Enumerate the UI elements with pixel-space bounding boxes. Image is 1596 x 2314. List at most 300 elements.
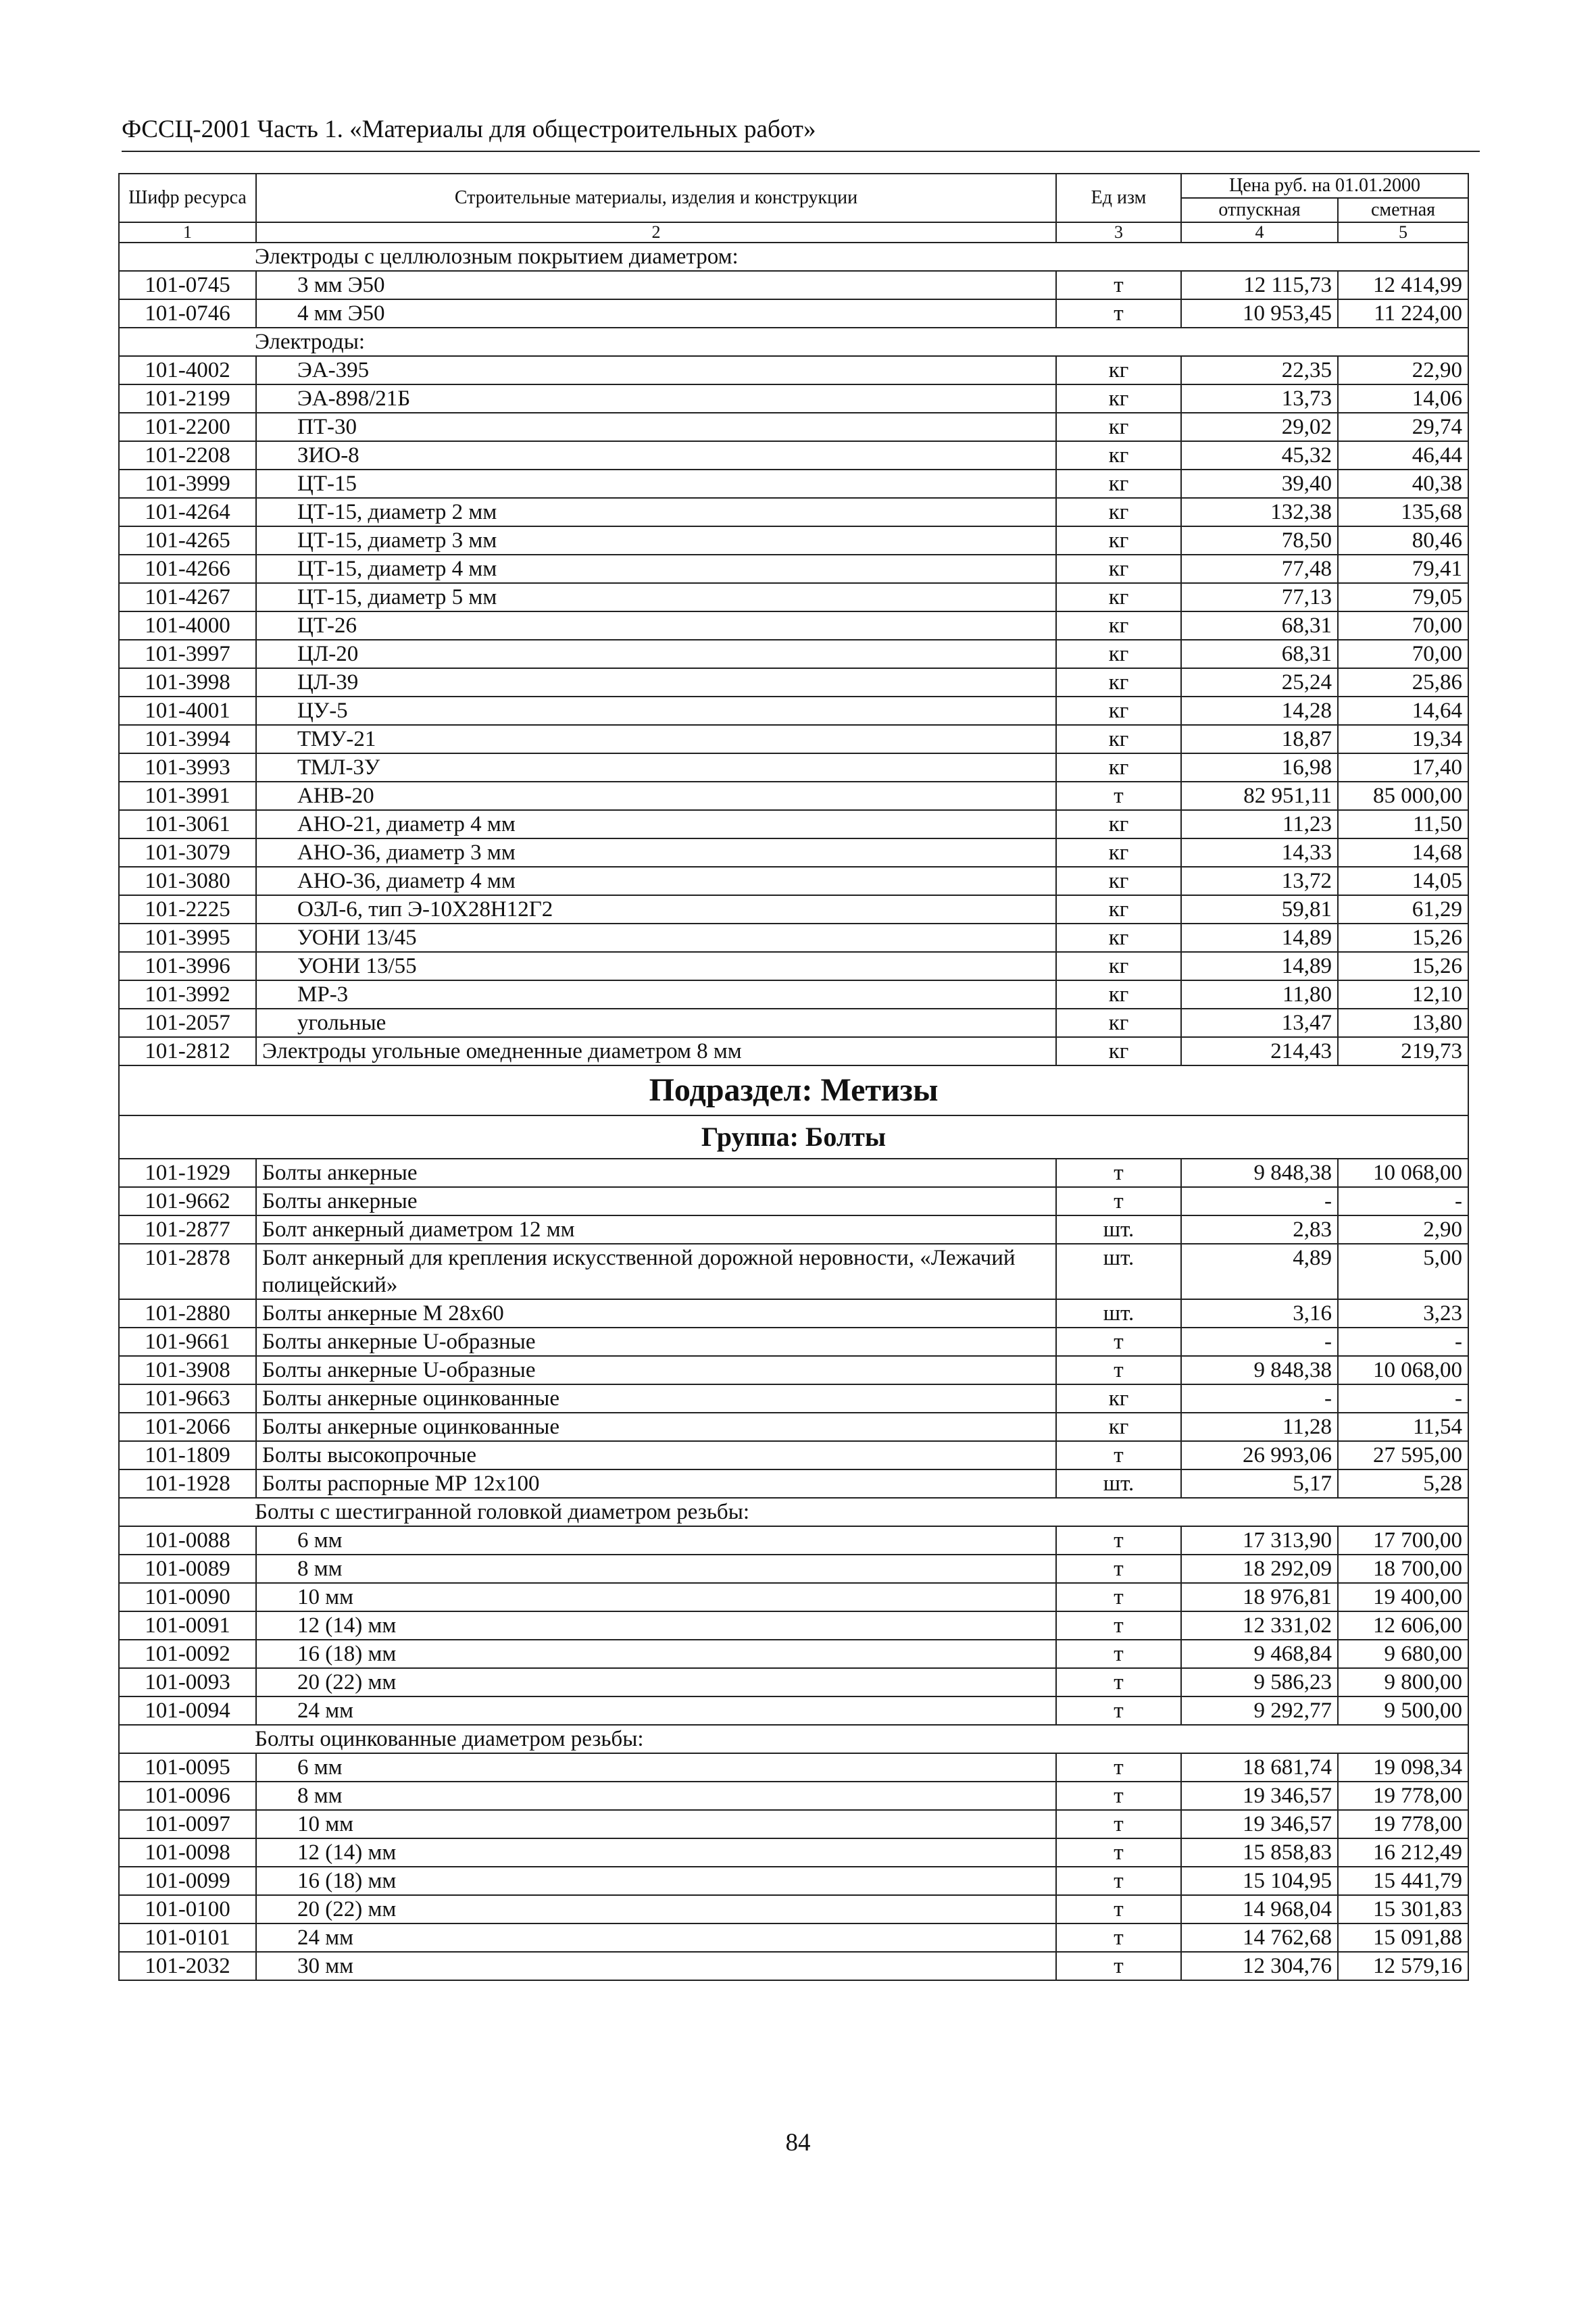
estimate-price-cell: 3,23 xyxy=(1338,1299,1468,1328)
wholesale-price-cell: 82 951,11 xyxy=(1181,782,1338,810)
wholesale-price-cell: 15 104,95 xyxy=(1181,1867,1338,1895)
table-row xyxy=(119,441,1468,470)
wholesale-price-cell: 3,16 xyxy=(1181,1299,1338,1328)
resource-code-cell: 101-3908 xyxy=(119,1356,256,1384)
estimate-price-cell: 15 301,83 xyxy=(1338,1895,1468,1923)
table-row xyxy=(119,555,1468,583)
resource-code-cell: 101-0088 xyxy=(119,1526,256,1555)
material-name-cell: 6 мм xyxy=(256,1526,1056,1555)
wholesale-price-cell: 9 586,23 xyxy=(1181,1668,1338,1696)
estimate-price-cell: 12,10 xyxy=(1338,980,1468,1009)
table-row xyxy=(119,810,1468,838)
section-row xyxy=(119,328,1468,356)
unit-cell: т xyxy=(1056,1952,1181,1980)
table-row xyxy=(119,1328,1468,1356)
group-heading-row xyxy=(119,1115,1468,1159)
resource-code-cell: 101-4267 xyxy=(119,583,256,611)
resource-code-cell: 101-1929 xyxy=(119,1159,256,1187)
resource-code-cell: 101-0093 xyxy=(119,1668,256,1696)
material-name-cell: ЦТ-15, диаметр 3 мм xyxy=(256,526,1056,555)
resource-code-cell: 101-0090 xyxy=(119,1583,256,1611)
estimate-price-cell: 14,05 xyxy=(1338,867,1468,895)
wholesale-price-cell: 9 292,77 xyxy=(1181,1696,1338,1725)
unit-cell: т xyxy=(1056,1328,1181,1356)
wholesale-price-cell: - xyxy=(1181,1187,1338,1215)
column-number-row xyxy=(119,222,1468,243)
material-name-cell: угольные xyxy=(256,1009,1056,1037)
estimate-price-cell: 5,28 xyxy=(1338,1469,1468,1498)
material-name-cell: 16 (18) мм xyxy=(256,1867,1056,1895)
material-name-cell: ЭА-395 xyxy=(256,356,1056,384)
wholesale-price-cell: 18 681,74 xyxy=(1181,1753,1338,1782)
resource-code-cell: 101-2208 xyxy=(119,441,256,470)
estimate-price-cell: 13,80 xyxy=(1338,1009,1468,1037)
estimate-price-cell: 12 579,16 xyxy=(1338,1952,1468,1980)
estimate-price-cell: 19 778,00 xyxy=(1338,1782,1468,1810)
table-row xyxy=(119,470,1468,498)
resource-code-cell: 101-3061 xyxy=(119,810,256,838)
table-row xyxy=(119,384,1468,413)
table-row xyxy=(119,1299,1468,1328)
unit-cell: т xyxy=(1056,1782,1181,1810)
unit-cell: т xyxy=(1056,1640,1181,1668)
material-name-cell: УОНИ 13/55 xyxy=(256,952,1056,980)
table-row xyxy=(119,1384,1468,1413)
unit-cell: т xyxy=(1056,1810,1181,1838)
material-name-cell: АНО-36, диаметр 4 мм xyxy=(256,867,1056,895)
resource-code-cell: 101-0100 xyxy=(119,1895,256,1923)
wholesale-price-cell: 14 762,68 xyxy=(1181,1923,1338,1952)
column-number: 2 xyxy=(256,222,1056,243)
estimate-price-cell: 18 700,00 xyxy=(1338,1555,1468,1583)
wholesale-price-cell: 13,47 xyxy=(1181,1009,1338,1037)
material-name-cell: 3 мм Э50 xyxy=(256,271,1056,299)
material-name-cell: ЦЛ-39 xyxy=(256,668,1056,697)
table-row xyxy=(119,1441,1468,1469)
material-name-cell: 10 мм xyxy=(256,1810,1056,1838)
wholesale-price-cell: 14,33 xyxy=(1181,838,1338,867)
estimate-price-cell: - xyxy=(1338,1328,1468,1356)
unit-cell: кг xyxy=(1056,1413,1181,1441)
unit-cell: т xyxy=(1056,1895,1181,1923)
unit-cell: кг xyxy=(1056,356,1181,384)
unit-cell: кг xyxy=(1056,924,1181,952)
material-name-cell: Болты анкерные М 28х60 xyxy=(256,1299,1056,1328)
unit-cell: т xyxy=(1056,1583,1181,1611)
material-name-cell: Болты анкерные U-образные xyxy=(256,1328,1056,1356)
wholesale-price-cell: 18 292,09 xyxy=(1181,1555,1338,1583)
wholesale-price-cell: 4,89 xyxy=(1181,1244,1338,1299)
material-name-cell: ЦТ-15, диаметр 2 мм xyxy=(256,498,1056,526)
resource-code-cell: 101-3079 xyxy=(119,838,256,867)
column-header-price: Цена руб. на 01.01.2000 xyxy=(1181,174,1468,198)
material-name-cell: Болты анкерные U-образные xyxy=(256,1356,1056,1384)
resource-code-cell: 101-2200 xyxy=(119,413,256,441)
wholesale-price-cell: 14,89 xyxy=(1181,924,1338,952)
column-header-wholesale: отпускная xyxy=(1181,198,1338,222)
table-row xyxy=(119,1782,1468,1810)
table-row xyxy=(119,299,1468,328)
material-name-cell: 12 (14) мм xyxy=(256,1611,1056,1640)
unit-cell: кг xyxy=(1056,753,1181,782)
material-name-cell: 24 мм xyxy=(256,1696,1056,1725)
material-name-cell: 20 (22) мм xyxy=(256,1895,1056,1923)
resource-code-cell: 101-4002 xyxy=(119,356,256,384)
estimate-price-cell: 5,00 xyxy=(1338,1244,1468,1299)
table-row xyxy=(119,952,1468,980)
table-row xyxy=(119,356,1468,384)
unit-cell: кг xyxy=(1056,1009,1181,1037)
material-name-cell: 30 мм xyxy=(256,1952,1056,1980)
resource-code-cell: 101-0094 xyxy=(119,1696,256,1725)
wholesale-price-cell: 45,32 xyxy=(1181,441,1338,470)
resource-code-cell: 101-3991 xyxy=(119,782,256,810)
resource-code-cell: 101-0096 xyxy=(119,1782,256,1810)
column-header-unit: Ед изм xyxy=(1056,174,1181,222)
table-row xyxy=(119,1668,1468,1696)
wholesale-price-cell: 132,38 xyxy=(1181,498,1338,526)
material-name-cell: Болты анкерные оцинкованные xyxy=(256,1413,1056,1441)
material-name-cell: ТМЛ-3У xyxy=(256,753,1056,782)
wholesale-price-cell: 11,23 xyxy=(1181,810,1338,838)
unit-cell: т xyxy=(1056,299,1181,328)
resource-code-cell: 101-2880 xyxy=(119,1299,256,1328)
estimate-price-cell: 14,06 xyxy=(1338,384,1468,413)
unit-cell: кг xyxy=(1056,725,1181,753)
resource-code-cell: 101-0092 xyxy=(119,1640,256,1668)
table-row xyxy=(119,1009,1468,1037)
wholesale-price-cell: 12 331,02 xyxy=(1181,1611,1338,1640)
wholesale-price-cell: 29,02 xyxy=(1181,413,1338,441)
wholesale-price-cell: 26 993,06 xyxy=(1181,1441,1338,1469)
material-name-cell: 10 мм xyxy=(256,1583,1056,1611)
table-row xyxy=(119,1611,1468,1640)
estimate-price-cell: 85 000,00 xyxy=(1338,782,1468,810)
column-header-name: Строительные материалы, изделия и конструкции xyxy=(256,174,1056,222)
wholesale-price-cell: 14 968,04 xyxy=(1181,1895,1338,1923)
resource-code-cell: 101-0098 xyxy=(119,1838,256,1867)
unit-cell: шт. xyxy=(1056,1244,1181,1299)
estimate-price-cell: 25,86 xyxy=(1338,668,1468,697)
wholesale-price-cell: 68,31 xyxy=(1181,640,1338,668)
wholesale-price-cell: 78,50 xyxy=(1181,526,1338,555)
material-name-cell: Болты анкерные xyxy=(256,1187,1056,1215)
section-heading: Болты оцинкованные диаметром резьбы: xyxy=(119,1725,1468,1753)
resource-code-cell: 101-3999 xyxy=(119,470,256,498)
material-name-cell: ЦТ-15 xyxy=(256,470,1056,498)
table-row xyxy=(119,1838,1468,1867)
material-name-cell: АНО-21, диаметр 4 мм xyxy=(256,810,1056,838)
table-row xyxy=(119,611,1468,640)
wholesale-price-cell: 11,28 xyxy=(1181,1413,1338,1441)
estimate-price-cell: 27 595,00 xyxy=(1338,1441,1468,1469)
table-row xyxy=(119,1753,1468,1782)
resource-code-cell: 101-3995 xyxy=(119,924,256,952)
wholesale-price-cell: 25,24 xyxy=(1181,668,1338,697)
material-name-cell: Болт анкерный для крепления искусственной дорожной неровности, «Лежачий полицейский» xyxy=(256,1244,1056,1299)
table-row xyxy=(119,583,1468,611)
material-name-cell: Болт анкерный диаметром 12 мм xyxy=(256,1215,1056,1244)
table-row xyxy=(119,1555,1468,1583)
material-name-cell: АНО-36, диаметр 3 мм xyxy=(256,838,1056,867)
material-name-cell: ЦТ-15, диаметр 4 мм xyxy=(256,555,1056,583)
estimate-price-cell: 15 441,79 xyxy=(1338,1867,1468,1895)
unit-cell: кг xyxy=(1056,470,1181,498)
estimate-price-cell: 29,74 xyxy=(1338,413,1468,441)
unit-cell: т xyxy=(1056,1668,1181,1696)
resource-code-cell: 101-0095 xyxy=(119,1753,256,1782)
material-name-cell: ЦТ-15, диаметр 5 мм xyxy=(256,583,1056,611)
wholesale-price-cell: 59,81 xyxy=(1181,895,1338,924)
material-name-cell: 16 (18) мм xyxy=(256,1640,1056,1668)
page-number: 84 xyxy=(785,2129,811,2157)
resource-code-cell: 101-1928 xyxy=(119,1469,256,1498)
resource-code-cell: 101-2812 xyxy=(119,1037,256,1065)
estimate-price-cell: 19 400,00 xyxy=(1338,1583,1468,1611)
table-row xyxy=(119,1923,1468,1952)
estimate-price-cell: 19 098,34 xyxy=(1338,1753,1468,1782)
wholesale-price-cell: 13,72 xyxy=(1181,867,1338,895)
unit-cell: т xyxy=(1056,1867,1181,1895)
unit-cell: т xyxy=(1056,271,1181,299)
unit-cell: т xyxy=(1056,1838,1181,1867)
column-number: 5 xyxy=(1338,222,1468,243)
resource-code-cell: 101-3993 xyxy=(119,753,256,782)
material-name-cell: Болты высокопрочные xyxy=(256,1441,1056,1469)
resource-code-cell: 101-9663 xyxy=(119,1384,256,1413)
table-row xyxy=(119,895,1468,924)
estimate-price-cell: 70,00 xyxy=(1338,611,1468,640)
material-name-cell: 8 мм xyxy=(256,1555,1056,1583)
table-row xyxy=(119,753,1468,782)
material-name-cell: ЦУ-5 xyxy=(256,697,1056,725)
table-row xyxy=(119,725,1468,753)
unit-cell: кг xyxy=(1056,697,1181,725)
estimate-price-cell: 14,68 xyxy=(1338,838,1468,867)
column-number: 4 xyxy=(1181,222,1338,243)
resource-code-cell: 101-4265 xyxy=(119,526,256,555)
table-header-row xyxy=(119,174,1468,198)
unit-cell: кг xyxy=(1056,555,1181,583)
material-name-cell: Болты анкерные xyxy=(256,1159,1056,1187)
estimate-price-cell: 9 680,00 xyxy=(1338,1640,1468,1668)
material-name-cell: ЗИО-8 xyxy=(256,441,1056,470)
section-row xyxy=(119,243,1468,271)
section-heading: Электроды: xyxy=(119,328,1468,356)
estimate-price-cell: 16 212,49 xyxy=(1338,1838,1468,1867)
unit-cell: кг xyxy=(1056,980,1181,1009)
table-row xyxy=(119,668,1468,697)
table-row xyxy=(119,526,1468,555)
resource-code-cell: 101-0101 xyxy=(119,1923,256,1952)
estimate-price-cell: 40,38 xyxy=(1338,470,1468,498)
resource-code-cell: 101-0097 xyxy=(119,1810,256,1838)
unit-cell: кг xyxy=(1056,583,1181,611)
material-name-cell: ЭА-898/21Б xyxy=(256,384,1056,413)
unit-cell: кг xyxy=(1056,867,1181,895)
wholesale-price-cell: 19 346,57 xyxy=(1181,1782,1338,1810)
resource-code-cell: 101-0089 xyxy=(119,1555,256,1583)
table-row xyxy=(119,924,1468,952)
unit-cell: т xyxy=(1056,1356,1181,1384)
unit-cell: кг xyxy=(1056,640,1181,668)
resource-code-cell: 101-0745 xyxy=(119,271,256,299)
wholesale-price-cell: 68,31 xyxy=(1181,611,1338,640)
column-number: 3 xyxy=(1056,222,1181,243)
estimate-price-cell: 11 224,00 xyxy=(1338,299,1468,328)
material-name-cell: МР-3 xyxy=(256,980,1056,1009)
estimate-price-cell: 9 800,00 xyxy=(1338,1668,1468,1696)
unit-cell: т xyxy=(1056,1611,1181,1640)
resource-code-cell: 101-2225 xyxy=(119,895,256,924)
material-name-cell: 8 мм xyxy=(256,1782,1056,1810)
wholesale-price-cell: 77,48 xyxy=(1181,555,1338,583)
wholesale-price-cell: 5,17 xyxy=(1181,1469,1338,1498)
table-body xyxy=(119,243,1468,1980)
unit-cell: кг xyxy=(1056,810,1181,838)
resource-code-cell: 101-0746 xyxy=(119,299,256,328)
estimate-price-cell: 15,26 xyxy=(1338,924,1468,952)
material-name-cell: 4 мм Э50 xyxy=(256,299,1056,328)
estimate-price-cell: 15 091,88 xyxy=(1338,1923,1468,1952)
estimate-price-cell: 12 606,00 xyxy=(1338,1611,1468,1640)
material-name-cell: УОНИ 13/45 xyxy=(256,924,1056,952)
wholesale-price-cell: 77,13 xyxy=(1181,583,1338,611)
unit-cell: т xyxy=(1056,1753,1181,1782)
unit-cell: кг xyxy=(1056,441,1181,470)
unit-cell: шт. xyxy=(1056,1299,1181,1328)
resource-code-cell: 101-2199 xyxy=(119,384,256,413)
table-row xyxy=(119,1895,1468,1923)
resource-code-cell: 101-1809 xyxy=(119,1441,256,1469)
resource-code-cell: 101-4001 xyxy=(119,697,256,725)
resource-code-cell: 101-2877 xyxy=(119,1215,256,1244)
wholesale-price-cell: 14,89 xyxy=(1181,952,1338,980)
section-heading: Болты с шестигранной головкой диаметром резьбы: xyxy=(119,1498,1468,1526)
unit-cell: кг xyxy=(1056,668,1181,697)
unit-cell: т xyxy=(1056,1159,1181,1187)
resource-code-cell: 101-9661 xyxy=(119,1328,256,1356)
resource-code-cell: 101-2066 xyxy=(119,1413,256,1441)
estimate-price-cell: 14,64 xyxy=(1338,697,1468,725)
resource-code-cell: 101-0099 xyxy=(119,1867,256,1895)
estimate-price-cell: 11,50 xyxy=(1338,810,1468,838)
section-row xyxy=(119,1725,1468,1753)
estimate-price-cell: 17 700,00 xyxy=(1338,1526,1468,1555)
wholesale-price-cell: 9 848,38 xyxy=(1181,1159,1338,1187)
wholesale-price-cell: 18 976,81 xyxy=(1181,1583,1338,1611)
table-row xyxy=(119,271,1468,299)
table-row xyxy=(119,1526,1468,1555)
material-name-cell: 12 (14) мм xyxy=(256,1838,1056,1867)
estimate-price-cell: 79,41 xyxy=(1338,555,1468,583)
resource-code-cell: 101-4000 xyxy=(119,611,256,640)
wholesale-price-cell: 12 115,73 xyxy=(1181,271,1338,299)
estimate-price-cell: 17,40 xyxy=(1338,753,1468,782)
estimate-price-cell: 10 068,00 xyxy=(1338,1159,1468,1187)
estimate-price-cell: 61,29 xyxy=(1338,895,1468,924)
wholesale-price-cell: 22,35 xyxy=(1181,356,1338,384)
wholesale-price-cell: 15 858,83 xyxy=(1181,1838,1338,1867)
table-row xyxy=(119,1159,1468,1187)
column-number: 1 xyxy=(119,222,256,243)
unit-cell: кг xyxy=(1056,384,1181,413)
material-name-cell: Болты анкерные оцинкованные xyxy=(256,1384,1056,1413)
table-row xyxy=(119,1810,1468,1838)
estimate-price-cell: 2,90 xyxy=(1338,1215,1468,1244)
material-name-cell: ЦТ-26 xyxy=(256,611,1056,640)
wholesale-price-cell: - xyxy=(1181,1384,1338,1413)
resource-code-cell: 101-0091 xyxy=(119,1611,256,1640)
estimate-price-cell: 19 778,00 xyxy=(1338,1810,1468,1838)
unit-cell: шт. xyxy=(1056,1469,1181,1498)
wholesale-price-cell: - xyxy=(1181,1328,1338,1356)
table-row xyxy=(119,1244,1468,1299)
wholesale-price-cell: 2,83 xyxy=(1181,1215,1338,1244)
table-row xyxy=(119,640,1468,668)
section-row xyxy=(119,1498,1468,1526)
wholesale-price-cell: 14,28 xyxy=(1181,697,1338,725)
column-header-code: Шифр ресурса xyxy=(119,174,256,222)
table-row xyxy=(119,413,1468,441)
table-row xyxy=(119,1356,1468,1384)
wholesale-price-cell: 18,87 xyxy=(1181,725,1338,753)
resource-code-cell: 101-3080 xyxy=(119,867,256,895)
wholesale-price-cell: 12 304,76 xyxy=(1181,1952,1338,1980)
material-name-cell: ЦЛ-20 xyxy=(256,640,1056,668)
resource-code-cell: 101-3992 xyxy=(119,980,256,1009)
document-header: ФССЦ-2001 Часть 1. «Материалы для общестроительных работ» xyxy=(122,115,1480,152)
unit-cell: кг xyxy=(1056,838,1181,867)
resource-code-cell: 101-2057 xyxy=(119,1009,256,1037)
resource-code-cell: 101-4266 xyxy=(119,555,256,583)
estimate-price-cell: 80,46 xyxy=(1338,526,1468,555)
unit-cell: кг xyxy=(1056,498,1181,526)
estimate-price-cell: 46,44 xyxy=(1338,441,1468,470)
table-row xyxy=(119,838,1468,867)
resource-code-cell: 101-3996 xyxy=(119,952,256,980)
resource-code-cell: 101-4264 xyxy=(119,498,256,526)
wholesale-price-cell: 19 346,57 xyxy=(1181,1810,1338,1838)
estimate-price-cell: 12 414,99 xyxy=(1338,271,1468,299)
resource-code-cell: 101-3994 xyxy=(119,725,256,753)
table-row xyxy=(119,1215,1468,1244)
wholesale-price-cell: 10 953,45 xyxy=(1181,299,1338,328)
material-name-cell: 24 мм xyxy=(256,1923,1056,1952)
resource-code-cell: 101-2032 xyxy=(119,1952,256,1980)
unit-cell: т xyxy=(1056,1526,1181,1555)
unit-cell: кг xyxy=(1056,895,1181,924)
wholesale-price-cell: 9 468,84 xyxy=(1181,1640,1338,1668)
table-row xyxy=(119,1867,1468,1895)
column-header-estimate: сметная xyxy=(1338,198,1468,222)
table-row xyxy=(119,782,1468,810)
subsection-heading-row xyxy=(119,1065,1468,1115)
unit-cell: т xyxy=(1056,1187,1181,1215)
unit-cell: кг xyxy=(1056,611,1181,640)
table-row xyxy=(119,697,1468,725)
resource-code-cell: 101-2878 xyxy=(119,1244,256,1299)
wholesale-price-cell: 11,80 xyxy=(1181,980,1338,1009)
estimate-price-cell: 11,54 xyxy=(1338,1413,1468,1441)
unit-cell: кг xyxy=(1056,413,1181,441)
wholesale-price-cell: 214,43 xyxy=(1181,1037,1338,1065)
table-row xyxy=(119,1640,1468,1668)
subsection-heading: Подраздел: Метизы xyxy=(119,1065,1468,1115)
wholesale-price-cell: 39,40 xyxy=(1181,470,1338,498)
wholesale-price-cell: 13,73 xyxy=(1181,384,1338,413)
wholesale-price-cell: 17 313,90 xyxy=(1181,1526,1338,1555)
